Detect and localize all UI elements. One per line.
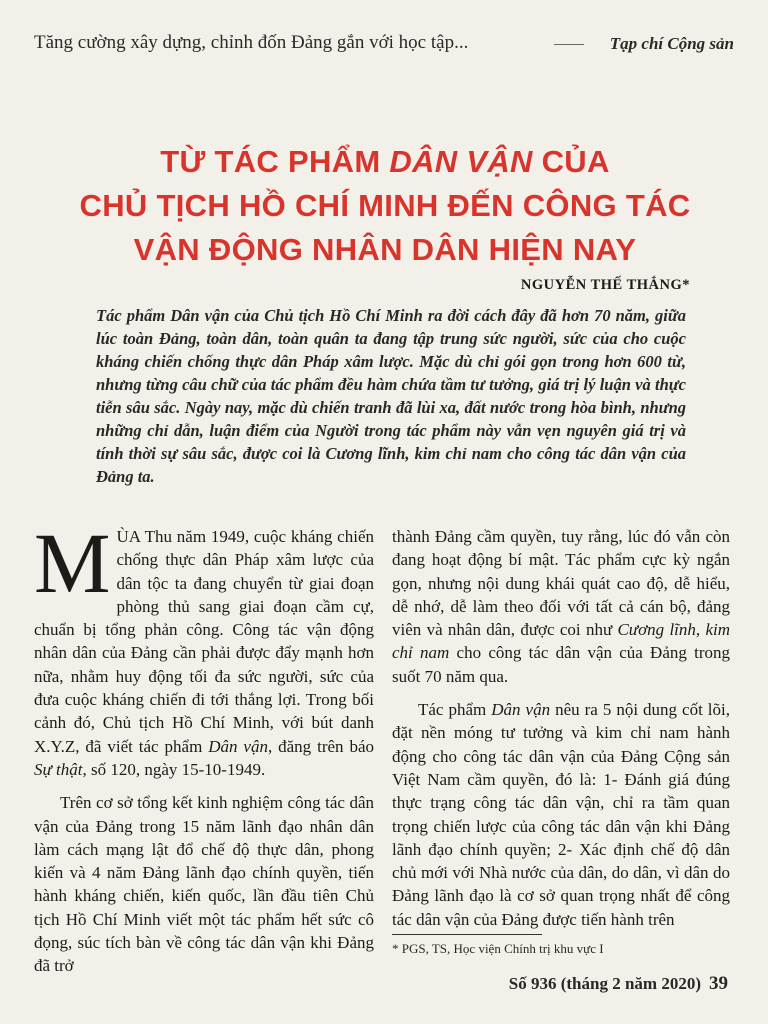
page-number: 39 <box>709 973 728 994</box>
footnote-rule <box>392 934 542 935</box>
title-line-2: CHỦ TỊCH HỒ CHÍ MINH ĐẾN CÔNG TÁC <box>79 188 691 223</box>
paragraph-3: thành Đảng cầm quyền, tuy rằng, lúc đó vẫn còn đang hoạt động bí mật. Tác phẩm cực kỳ ngắn gọn, nhưng nội dung khái quát cao độ, dễ hiểu, dễ nhớ, dễ làm theo đối với tất cả cán bộ, đảng viên và nhân dân, được coi như Cương lĩnh, kim chỉ nam cho công tác dân vận của Đảng trong suốt 70 năm qua. <box>392 527 731 686</box>
header-rule <box>554 44 584 45</box>
page-footer <box>509 973 728 995</box>
title-line-1: TỪ TÁC PHẨM DÂN VẬN CỦA <box>160 144 610 179</box>
author-footnote: * PGS, TS, Học viện Chính trị khu vực I <box>392 941 604 956</box>
right-column <box>392 525 730 941</box>
article-title <box>40 140 730 272</box>
drop-cap: M <box>34 515 111 611</box>
issue-info: Số 936 (tháng 2 năm 2020) <box>508 974 701 993</box>
left-column <box>34 515 374 988</box>
paragraph-2: Trên cơ sở tổng kết kinh nghiệm công tác dân vận của Đảng trong 15 năm lãnh đạo nhân dân làm cách mạng lật đổ chế độ thực dân, phong kiến và 4 năm Đảng lãnh đạo chính quyền, tiến hành kháng chiến, kiến quốc, lần đầu tiên Chủ tịch Hồ Chí Minh viết một tác phẩm hết sức cô đọng, súc tích bàn về công tác dân vận khi Đảng đã trở <box>34 793 374 976</box>
paragraph-4: Tác phẩm Dân vận nêu ra 5 nội dung cốt lõi, đặt nền móng tư tưởng và kim chỉ nam hành động cho công tác dân vận của Đảng Cộng sản Việt Nam cầm quyền, đó là: 1- Đánh giá đúng thực trạng công tác dân vận, chỉ ra tầm quan trọng chiến lược của công tác dân vận khi Đảng lãnh đạo chính quyền; 2- Xác định chế độ dân chủ mới với Nhà nước của dân, do dân, vì dân do Đảng lãnh đạo là cơ sở quan trọng nhất để công tác dân vận của Đảng được tiến hành trên <box>392 700 730 929</box>
running-header <box>34 28 734 58</box>
journal-name: Tạp chí Cộng sản <box>609 34 734 53</box>
author-name: NGUYỄN THẾ THẮNG* <box>520 277 690 293</box>
abstract: Tác phẩm Dân vận của Chủ tịch Hồ Chí Minh ra đời cách đây đã hơn 70 năm, giữa lúc toàn Đảng, toàn dân, toàn quân ta đang tập trung sức người, sức của cho cuộc kháng chiến chống thực dân Pháp xâm lược. Mặc dù chỉ gói gọn trong hơn 600 từ, nhưng từng câu chữ của tác phẩm đều hàm chứa tầm tư tưởng, giá trị lý luận và thực tiễn sâu sắc. Ngày nay, mặc dù chiến tranh đã lùi xa, đất nước trong hòa bình, nhưng những chỉ dẫn, luận điểm của Người trong tác phẩm này vẫn vẹn nguyên giá trị và tính thời sự sâu sắc, được coi là Cương lĩnh, kim chỉ nam cho công tác dân vận của Đảng ta. <box>96 306 686 486</box>
paragraph-1: MÙA Thu năm 1949, cuộc kháng chiến chống thực dân Pháp xâm lược của dân tộc ta đang chuyển từ giai đoạn phòng thủ sang giai đoạn cầm cự, chuẩn bị tổng phản công. Công tác vận động nhân dân của Đảng cần phải được đẩy mạnh hơn nữa, nhằm huy động tối đa sức người, sức của đưa cuộc kháng chiến đi tới thắng lợi. Trong bối cảnh đó, Chủ tịch Hồ Chí Minh, với bút danh X.Y.Z, đã viết tác phẩm Dân vận, đăng trên báo Sự thật, số 120, ngày 15-10-1949. <box>34 515 374 779</box>
title-line-3: VẬN ĐỘNG NHÂN DÂN HIỆN NAY <box>133 232 637 267</box>
running-title: Tăng cường xây dựng, chỉnh đốn Đảng gắn với học tập... <box>34 32 469 53</box>
